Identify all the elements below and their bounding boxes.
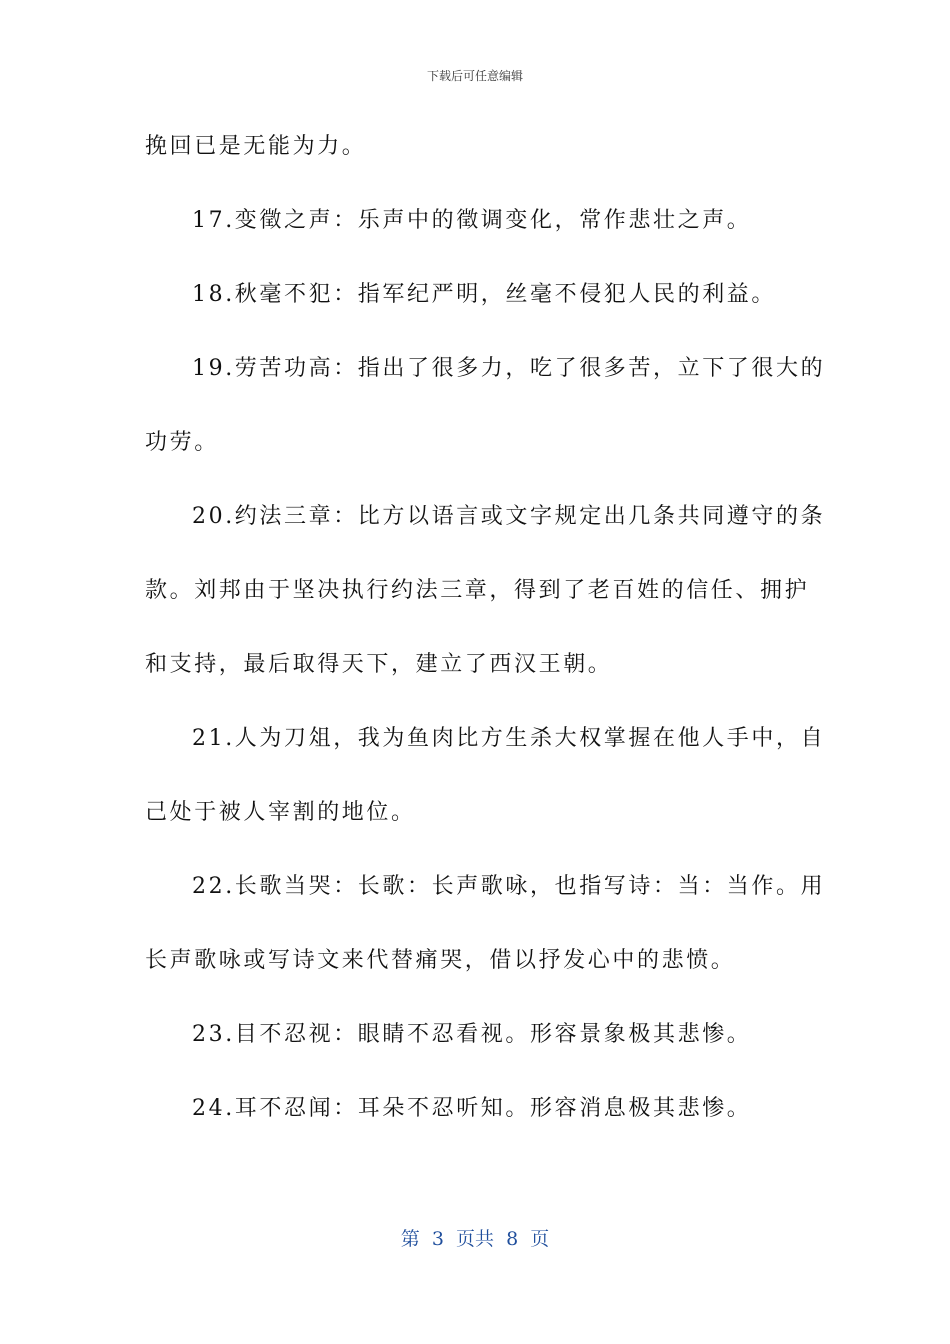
paragraph-line: 挽回已是无能为力。	[145, 134, 367, 159]
document-body	[145, 124, 826, 1160]
paragraph-line: 24.耳不忍闻：耳朵不忍听知。形容消息极其悲惨。	[192, 1096, 752, 1121]
paragraph-line: 20.约法三章：比方以语言或文字规定出几条共同遵守的条	[192, 504, 826, 529]
paragraph-line: 22.长歌当哭：长歌：长声歌咏，也指写诗：当：当作。用	[192, 874, 826, 899]
paragraph-line: 款。刘邦由于坚决执行约法三章，得到了老百姓的信任、拥护	[145, 578, 810, 603]
paragraph-line: 17.变徵之声：乐声中的徵调变化，常作悲壮之声。	[192, 208, 752, 233]
paragraph-line: 和支持，最后取得天下，建立了西汉王朝。	[145, 652, 613, 677]
paragraph-line: 19.劳苦功高：指出了很多力，吃了很多苦，立下了很大的	[192, 356, 826, 381]
paragraph-line: 长声歌咏或写诗文来代替痛哭，借以抒发心中的悲愤。	[145, 948, 736, 973]
paragraph-line: 18.秋毫不犯：指军纪严明，丝毫不侵犯人民的利益。	[192, 282, 776, 307]
paragraph-line: 己处于被人宰割的地位。	[145, 800, 416, 825]
paragraph-line: 功劳。	[145, 430, 219, 455]
page-header: 下载后可任意编辑	[426, 69, 523, 83]
page-number-footer: 第 3 页共 8 页	[400, 1228, 550, 1250]
paragraph-line: 23.目不忍视：眼睛不忍看视。形容景象极其悲惨。	[192, 1022, 752, 1047]
paragraph-line: 21.人为刀俎，我为鱼肉比方生杀大权掌握在他人手中，自	[192, 726, 826, 751]
